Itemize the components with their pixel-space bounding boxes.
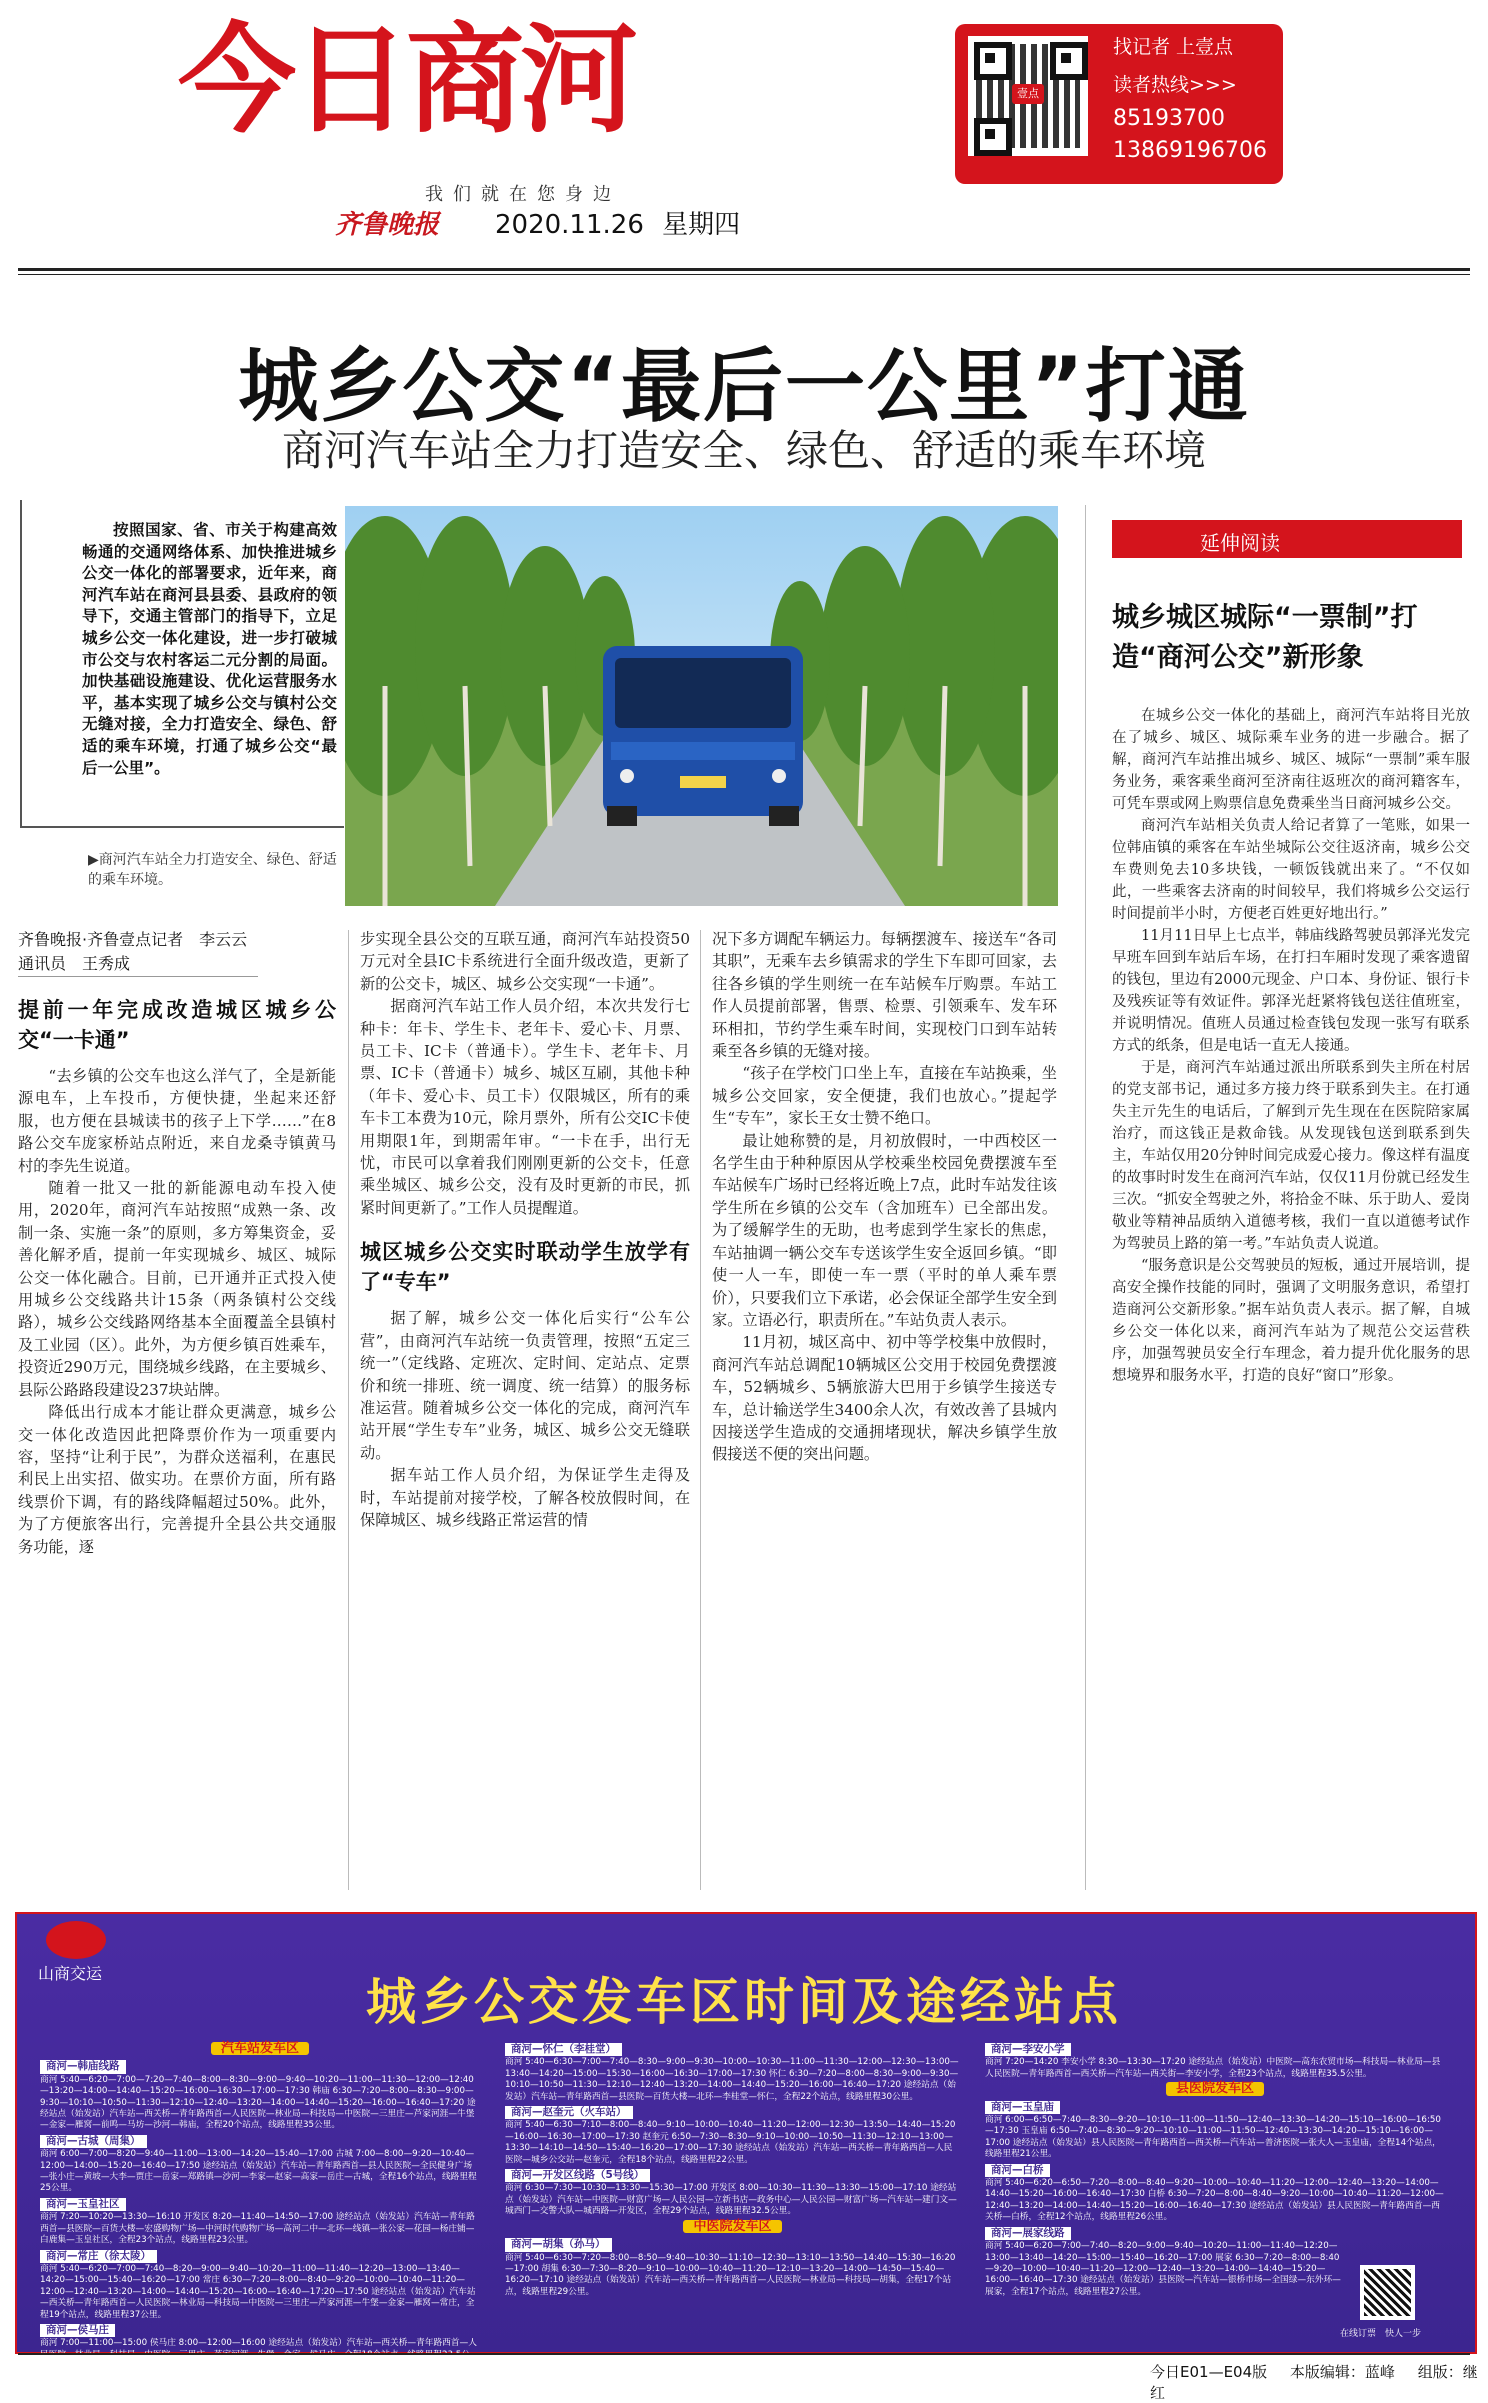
schedule-title: 城乡公交发车区时间及途经站点 xyxy=(366,1973,1122,2031)
column-divider xyxy=(348,930,349,1890)
byline-reporter: 齐鲁晚报·齐鲁壹点记者 李云云 xyxy=(18,930,248,949)
article-column-3 xyxy=(712,928,1057,1466)
bus-shape xyxy=(603,646,803,826)
route-name: 商河—侯马庄 xyxy=(40,2324,115,2337)
paragraph: “孩子在学校门口坐上车，直接在车站换乘，坐城乡公交回家，安全便捷，我们也放心。”提起学生“专车”，家长王女士赞不绝口。 xyxy=(712,1064,1057,1128)
footer-layout: 组版：继红 xyxy=(1150,2363,1478,2402)
route-details: 商河 5:40—6:30—7:10—8:00—8:40—9:10—10:00—10:40—11:20—12:00—12:30—13:50—14:40—15:20—16:00—16:30—17:00—17:30 赵奎元 6:50—7:30—8:30—9:10—10:00—10:50—11:30—12:10—13:00—13:30—14:10—14:50—15:40—16:20—17:00—17:30 途经站点（始发站）汽车站—西关桥—青年路西首—人民医院—城乡公交站—赵奎元，全程18个站点，线路里程22公里。 xyxy=(505,2120,956,2165)
column-divider xyxy=(700,930,701,1890)
paragraph: 据车站工作人员介绍，为保证学生走得及时，车站提前对接学校，了解各校放假时间，在保障城区、城乡线路正常运营的情 xyxy=(360,1466,690,1529)
lead-paragraph: 按照国家、省、市关于构建高效畅通的交通网络体系、加快推进城乡公交一体化的部署要求，近年来，商河汽车站在商河县县委、县政府的领导下，交通主管部门的指导下，立足城乡公交一体化建设，进一步打破城市公交与农村客运二元分割的局面。加快基础设施建设、优化运营服务水平，基本实现了城乡公交与镇村公交无缝对接，全力打造安全、绿色、舒适的乘车环境，打通了城乡公交“最后一公里”。 xyxy=(82,521,337,777)
route-details: 商河 5:40—6:20—7:00—7:40—8:20—9:00—9:40—10:20—11:00—11:40—12:20—13:00—13:40—14:20—15:00—15:40—16:20—17:00 常庄 6:30—7:20—8:00—8:40—9:20—10:00—10:40—11:20—12:00—12:40—13:20—14:00—14:40—15:20—16:00—16:40—17:20—17:50 途经站点（始发站）汽车站—西关桥—青年路西首—人民医院—林业局—科技局—中医院—三里庄—芦家河涯—牛堡—金家—雁窝—常庄，全程19个站点，线路里程37公里。 xyxy=(40,2263,476,2320)
paragraph: 于是，商河汽车站通过派出所联系到失主所在村居的党支部书记，通过多方接力终于联系到失主。在打通失主亓先生的电话后，了解到亓先生现在在医院陪家属治疗，而这钱正是救命钱。从发现钱包送到联系到失主，车站仅用20分钟时间完成爱心接力。像这样有温度的故事时时发生在商河汽车站，仅仅11月份就已经发生三次。“抓安全驾驶之外，将拾金不昧、乐于助人、爱岗敬业等精神品质纳入道德考核，我们一直以道德考试作为驾驶员上路的第一考。”车站负责人说道。 xyxy=(1112,1060,1470,1252)
route-details: 商河 5:40—6:30—7:20—8:00—8:50—9:40—10:30—11:10—12:30—13:10—13:50—14:40—15:30—16:20—17:00 胡集 6:30—7:30—8:20—9:10—10:00—10:40—11:20—12:10—13:20—14:00—14:50—15:40—16:20—17:10 途经站点（始发站）汽车站—西关桥—青年路西首—人民医院—林业局—科技局—胡集，全程17个站点，线路里程29公里。 xyxy=(505,2252,956,2297)
paper-name: 齐鲁晚报 xyxy=(335,210,440,240)
route-block xyxy=(505,2040,960,2103)
hotline-phone-2: 13869196706 xyxy=(1113,138,1267,163)
route-block xyxy=(505,2235,960,2298)
masthead-rule-thin xyxy=(18,274,1470,275)
depot-header: 汽车站发车区 xyxy=(211,2042,309,2055)
route-block xyxy=(985,2161,1445,2224)
route-block xyxy=(40,2247,480,2321)
paragraph: 步实现全县公交的互联互通，商河汽车站投资50万元对全县IC卡系统进行全面升级改造，更新了新的公交卡，城区、城乡公交实现“一卡通”。 xyxy=(360,930,690,993)
paragraph: “服务意识是公交驾驶员的短板，通过开展培训，提高安全操作技能的同时，强调了文明服务意识，希望打造商河公交新形象。”据车站负责人表示。据了解，自城乡公交一体化以来，商河汽车站为了规范公交运营秩序，加强驾驶员安全行车理念，着力提升优化服务的思想境界和服务水平，打造的良好“窗口”形象。 xyxy=(1112,1258,1470,1384)
route-name: 商河—开发区线路（5号线） xyxy=(505,2169,650,2182)
route-name: 商河—常庄（徐太陵） xyxy=(40,2250,157,2263)
route-details: 商河 5:40—6:20—7:00—7:20—7:40—8:00—8:30—9:00—9:40—10:20—11:00—11:30—12:00—12:40—13:20—14:00—14:40—15:20—16:00—16:30—17:00—17:30 韩庙 6:30—7:20—8:00—8:30—9:00—9:30—10:10—10:50—11:30—12:10—12:40—13:20—14:00—14:40—15:20—16:00—16:40—17:20 途经站点（始发站）汽车站—西关桥—青年路西首—人民医院—林业局—科技局—中医院—三里庄—芦家河涯—牛堡—金家—雁窝—前鸣—马坊—沙河—韩庙，全程20个站点，线路里程35公里。 xyxy=(40,2074,476,2131)
photo-caption: ▶商河汽车站全力打造安全、绿色、舒适的乘车环境。 xyxy=(88,852,337,888)
headline: 城乡公交“最后一公里”打通 xyxy=(238,340,1250,433)
paragraph: 况下多方调配车辆运力。每辆摆渡车、接送车“各司其职”，无乘车去乡镇需求的学生下车即可回家，去往各乡镇的学生则统一在车站候车厅购票。车站工作人员提前部署，售票、检票、引领乘车、发车环环相扣，节约学生乘车时间，实现校门口到车站转乘至各乡镇的无缝对接。 xyxy=(712,930,1057,1061)
route-block xyxy=(985,2098,1445,2161)
paragraph: 商河汽车站相关负责人给记者算了一笔账，如果一位韩庙镇的乘客在车站坐城际公交往返济南，城乡公交车费则免去10多块钱，一顿饭钱就出来了。“不仅如此，一些乘客去济南的时间较早，我们将城乡公交运行时间提前半小时，方便老百姓更好地出行。” xyxy=(1112,818,1470,922)
route-block xyxy=(40,2057,480,2131)
route-block xyxy=(40,2321,480,2373)
route-details: 商河 6:00—6:50—7:40—8:30—9:20—10:10—11:00—11:50—12:40—13:30—14:20—15:10—16:00—16:50—17:30 玉皇庙 6:50—7:40—8:30—9:20—10:10—11:00—11:50—12:40—13:30—14:20—15:10—16:00—17:00 途经站点（始发站）县人民医院—青年路西首—西关桥—汽车站—普济医院—张大人—玉皇庙，全程14个站点，线路里程21公里。 xyxy=(985,2115,1441,2160)
contact-line1: 找记者 上壹点 xyxy=(1113,36,1234,58)
article-column-2 xyxy=(360,928,690,1531)
footer-editor: 本版编辑：蓝峰 xyxy=(1289,2363,1395,2381)
route-block xyxy=(985,2040,1445,2080)
route-details: 商河 7:20—10:20—13:30—16:10 开发区 8:20—11:40—14:50—17:00 途经站点（始发站）汽车站—青年路西首—县医院—百货大楼—宏盛购物广场—中河时代购物广场—高河二中—北环—线镇—张公家—花园—杨庄铺—白鹿集—玉皇社区，全程23个站点，线路里程23公里。 xyxy=(40,2212,475,2246)
route-details: 商河 5:40—6:20—6:50—7:20—8:00—8:40—9:20—10:00—10:40—11:20—12:00—12:40—13:20—14:00—14:40—15:20—16:00—16:40—17:30 白桥 6:30—7:20—8:00—8:40—9:20—10:00—10:40—11:20—12:00—12:40—13:20—14:00—14:40—15:20—16:00—16:40—17:30 途经站点（始发站）县人民医院—青年路西首—西关桥—白桥，全程12个站点，线路里程26公里。 xyxy=(985,2178,1444,2223)
byline-correspondent: 通讯员 王秀成 xyxy=(18,952,258,977)
footer xyxy=(1150,2361,1488,2403)
logo-icon xyxy=(46,1921,106,1959)
subheadline: 商河汽车站全力打造安全、绿色、舒适的乘车环境 xyxy=(281,426,1206,475)
paragraph: 据商河汽车站工作人员介绍，本次共发行七种卡：年卡、学生卡、老年卡、爱心卡、月票、员工卡、IC卡（普通卡）。学生卡、老年卡、月票、IC卡（普通卡）城乡、城区互刷，其他卡种（年卡、爱心卡、员工卡）仅限城区，所有的乘车卡工本费为10元，除月票外，所有公交IC卡使用期限1年，到期需年审。“一卡在手，出行无忧，市民可以拿着我们刚刚更新的公交卡，任意乘坐城区、城乡公交，没有及时更新的市民，抓紧时间更新了。”工作人员提醒道。 xyxy=(360,997,690,1217)
qr-logo: 壹点 xyxy=(1012,84,1044,104)
route-block xyxy=(505,2166,960,2218)
route-name: 商河—展家线路 xyxy=(985,2227,1071,2240)
company-logo-text: 山商交运 xyxy=(38,1964,103,1983)
paragraph: 最让她称赞的是，月初放假时，一中西校区一名学生由于种种原因从学校乘坐校园免费摆渡车至车站候车广场时已经将近晚上7点，此时车站发往该学生所在乡镇的公交车（含加班车）已全部出发。为了缓解学生的无助，也考虑到学生家长的焦虑，车站抽调一辆公交车专送该学生安全返回乡镇。“即使一人一车，即使一车一票（平时的单人乘车票价），只要我们立下承诺，必会保证全部学生安全到家。立语必行，职责所在。”车站负责人表示。 xyxy=(712,1131,1057,1329)
issue-date xyxy=(495,204,740,241)
footer-rule xyxy=(18,2353,1470,2355)
article-column-1 xyxy=(18,928,336,1558)
sidebar-column xyxy=(1112,705,1470,1387)
route-details: 商河 6:30—7:30—10:30—13:30—15:30—17:00 开发区 8:00—10:30—11:30—13:30—15:00—17:10 途经站点（始发站）汽车站—中医院—财富广场—人民公园—立新书店—政务中心—人民公园—财富广场—汽车站—建门文—城西门—交警大队—城西路—开发区，全程29个站点，线路里程32.5公里。 xyxy=(505,2183,957,2217)
route-block xyxy=(985,2224,1345,2298)
sidebar-title: 城乡城区城际“一票制”打造“商河公交”新形象 xyxy=(1112,602,1418,673)
depot-header: 县医院发车区 xyxy=(1166,2082,1264,2095)
paragraph: 随着一批又一批的新能源电动车投入使用，2020年，商河汽车站按照“成熟一条、改制一条、实施一条”的原则，多方筹集资金，妥善化解矛盾，提前一年实现城乡、城区、城际公交一体化融合。目前，已开通并正式投入使用城乡公交线路共计15条（两条镇村公交线路），城乡公交线路网络基本全面覆盖全县镇村及工业园（区）。此外，为方便乡镇百姓乘车，投资近290万元，围绕城乡线路，在主要城乡、县际公路路段建设237块站牌。 xyxy=(18,1179,336,1399)
route-block xyxy=(505,2103,960,2166)
section-title-1: 提前一年完成改造城区城乡公交“一卡通” xyxy=(18,998,336,1052)
contact-line2: 读者热线>>> xyxy=(1113,74,1237,96)
paragraph: 11月初，城区高中、初中等学校集中放假时，商河汽车站总调配10辆城区公交用于校园免费摆渡车，52辆城乡、5辆旅游大巴用于乡镇学生接送专车，总计输送学生3400余人次，有效改善了县城内因接送学生造成的交通拥堵现状，解决乡镇学生放假接送不便的突出问题。 xyxy=(712,1333,1057,1464)
route-name: 商河—白桥 xyxy=(985,2164,1050,2177)
route-name: 商河—李安小学 xyxy=(985,2043,1071,2056)
issue-weekday: 星期四 xyxy=(662,210,741,240)
depot-header: 中医院发车区 xyxy=(683,2220,781,2233)
route-block xyxy=(40,2132,480,2195)
footer-pages: 今日E01—E04版 xyxy=(1150,2363,1268,2381)
route-details: 商河 7:00—11:00—15:00 侯马庄 8:00—12:00—16:00 途经站点（始发站）汽车站—西关桥—青年路西首—人 里。 xyxy=(40,2338,477,2372)
issue-date-value: 2020.11.26 xyxy=(495,210,644,240)
route-details: 商河 7:20—14:20 李安小学 8:30—13:30—17:20 途经站点（始发站）中医院—高东农贸市场—科技局—林业局—县人民医院—青年路西首—西关桥—汽车站—西关街—李安小学，全程23个站点，线路里程35.5公里。 xyxy=(985,2057,1441,2079)
route-name: 商河—怀仁（李桂堂） xyxy=(505,2043,622,2056)
route-details: 商河 5:40—6:30—7:00—7:40—8:30—9:00—9:30—10:00—10:30—11:00—11:30—12:00—12:30—13:00—13:40—14:20—15:00—15:30—16:00—16:30—17:00—17:30 怀仁 6:30—7:20—8:00—8:30—9:00—9:30—10:10—10:50—11:30—12:10—12:40—13:20—14:00—14:40—15:20—16:00—16:40—17:20 途经站点（始发站）汽车站—青年路西首—县医院—百货大楼—北环—李桂堂—怀仁，全程22个站点，线路里程30公里。 xyxy=(505,2057,959,2102)
ticket-qr-icon[interactable] xyxy=(1360,2265,1415,2320)
paragraph: 据了解，城乡公交一体化后实行“公车公营”，由商河汽车站统一负责管理，按照“五定三统一”（定线路、定班次、定时间、定站点、定票价和统一排班、统一调度、统一结算）的服务标准运营。随着城乡公交一体化的完成，商河汽车站开展“学生专车”业务，城区、城乡公交无缝联动。 xyxy=(360,1309,690,1462)
route-name: 商河—古城（周集） xyxy=(40,2135,147,2148)
qr-caption: 在线订票 快人一步 xyxy=(1340,2329,1422,2339)
masthead-title: 今日商河 xyxy=(178,11,635,149)
paragraph: 11月11日早上七点半，韩庙线路驾驶员郭泽光发完早班车回到车站后车场，在打扫车厢时发现了乘客遗留的钱包，里边有2000元现金、户口本、身份证、银行卡及残疾证等有效证件。郭泽光赶紧将钱包送往值班室，并说明情况。值班人员通过检查钱包发现一张写有联系方式的纸条，但是电话一直无人接通。 xyxy=(1112,928,1470,1054)
route-name: 商河—玉皇社区 xyxy=(40,2198,126,2211)
paragraph: 在城乡公交一体化的基础上，商河汽车站将目光放在了城乡、城区、城际乘车业务的进一步融合。据了解，商河汽车站推出城乡、城区、城际“一票制”乘车服务业务，乘客乘坐商河至济南往返班次的商河籍客车，可凭车票或网上购票信息免费乘坐当日商河城乡公交。 xyxy=(1112,708,1470,812)
contact-box xyxy=(955,24,1283,184)
paragraph: 降低出行成本才能让群众更满意，城乡公交一体化改造因此把降票价作为一项重要内容，坚持“让利于民”，为群众送福利，在惠民利民上出实招、做实功。在票价方面，所有路线票价下调，有的路线降幅超过50%。此外，为了方便旅客出行，完善提升全县公共交通服务功能，逐 xyxy=(18,1403,336,1556)
masthead-rule xyxy=(18,268,1470,271)
route-details: 商河 6:00—7:00—8:20—9:40—11:00—13:00—14:20—15:40—17:00 古城 7:00—8:00—9:20—10:40—12:00—14:00—15:20—16:40—17:50 途经站点（始发站）汽车站—青年路西首—县人民医院—全民健身广场—张小庄—黄坡—大李—贾庄—岳家—郑路镇—沙河—李家—赵家—高家—岳庄—古城，全程16个站点，线路里程25公里。 xyxy=(40,2149,477,2194)
extended-reading-tag xyxy=(1112,520,1462,558)
hotline-phone-1: 85193700 xyxy=(1113,106,1225,131)
paragraph: “去乡镇的公交车也这么洋气了，全是新能源电车，上车投币，方便快捷，坐起来还舒服，也方便在县城读书的孩子上下学……”在8路公交车庞家桥站点附近，来自龙桑寺镇黄马村的李先生说道。 xyxy=(18,1067,336,1175)
qr-code-icon[interactable] xyxy=(968,36,1088,156)
bus-photo xyxy=(345,506,1058,906)
route-name: 商河—玉皇庙 xyxy=(985,2101,1060,2114)
route-name: 商河—赵奎元（火车站） xyxy=(505,2106,633,2119)
route-details: 商河 5:40—6:20—7:00—7:40—8:20—9:00—9:40—10:20—11:00—11:40—12:20—13:00—13:40—14:20—15:00—15:40—16:20—17:00 展家 6:30—7:20—8:00—8:40—9:20—10:00—10:40—11:20—12:00—12:40—13:20—14:00—14:40—15:20—16:00—16:40—17:30 途经站点（始发站）县医院—汽车站—银桥市场—全国绿—东外环—展家，全程17个站点，线路里程27公里。 xyxy=(985,2241,1341,2297)
extended-reading-label: 延伸阅读 xyxy=(1200,531,1280,555)
route-name: 商河—胡集（孙马） xyxy=(505,2238,612,2251)
schedule-column-right xyxy=(985,2040,1445,2298)
section-title-2: 城区城乡公交实时联动学生放学有了“专车” xyxy=(360,1240,690,1295)
route-block xyxy=(40,2195,480,2247)
schedule-column-middle xyxy=(505,2040,960,2298)
route-name: 商河—韩庙线路 xyxy=(40,2060,126,2073)
masthead-slogan: 我们就在您身边 xyxy=(425,184,621,205)
schedule-column-left xyxy=(40,2040,480,2373)
bus-photo-illustration xyxy=(345,506,1058,906)
column-divider xyxy=(1085,505,1086,1890)
